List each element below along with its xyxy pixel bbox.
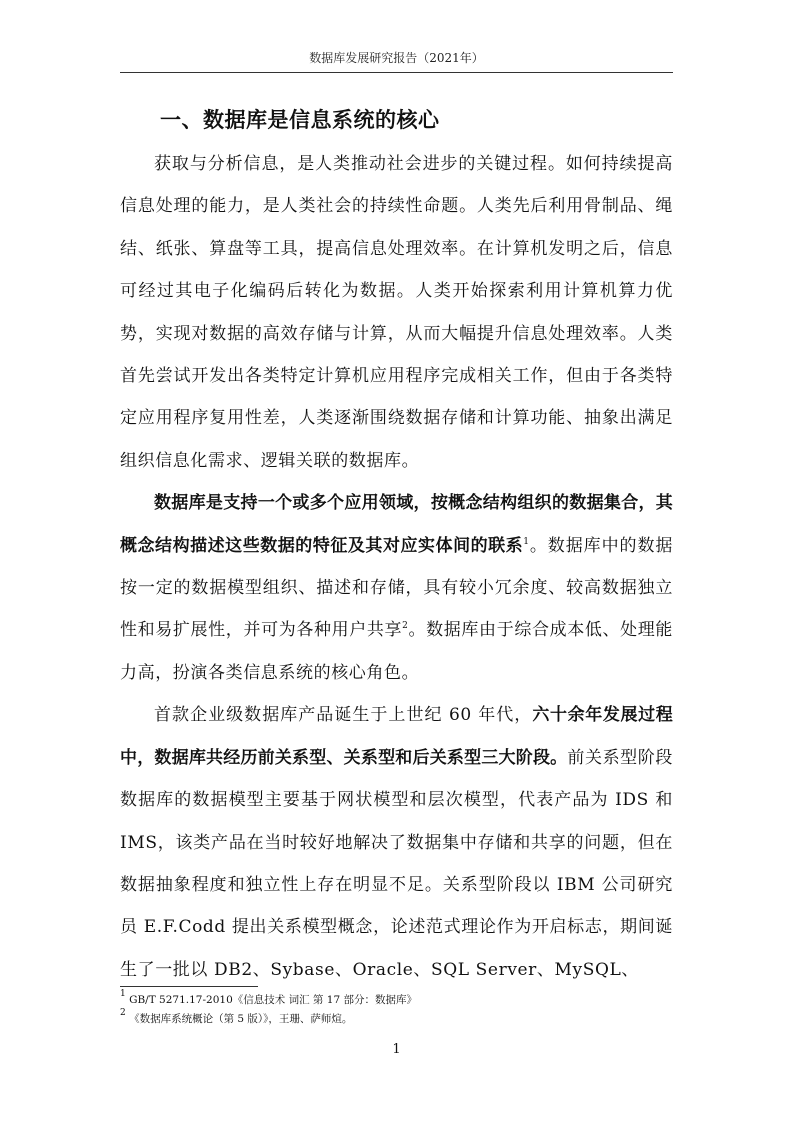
footnote-text: GB/T 5271.17-2010《信息技术 词汇 第 17 部分：数据库》	[129, 994, 417, 1006]
footnote-item	[120, 991, 673, 1010]
stages-bold: 六十余年发展过程中，数据库共经历前关系型、关系型和后关系型三大阶段。	[120, 705, 673, 768]
footnote-number: 2	[120, 1008, 126, 1018]
paragraph-2	[120, 482, 673, 694]
footnote-ref-2[interactable]: 2	[402, 621, 409, 632]
paragraph-2-middle: 。数据库中的数据按一定的数据模型组织、描述和存储，具有较小冗余度、较高数据独立性和易扩展性，并可为各种用户共享	[120, 535, 673, 641]
header-divider	[120, 72, 673, 73]
paragraph-2-end: 。数据库由于综合成本低、处理能力高，扮演各类信息系统的核心角色。	[120, 620, 673, 683]
page-number: 1	[392, 1042, 401, 1057]
paragraph-3	[120, 694, 673, 991]
paragraph-3-start: 首款企业级数据库产品诞生于上世纪 60 年代，	[154, 705, 533, 726]
footnote-number: 1	[120, 989, 126, 999]
footnotes	[120, 991, 673, 1029]
running-header: 数据库发展研究报告（2021年）	[309, 51, 484, 65]
footnote-ref-1[interactable]: 1	[523, 536, 530, 547]
definition-bold: 数据库是支持一个或多个应用领域，按概念结构组织的数据集合，其概念结构描述这些数据的特征及其对应实体间的联系	[120, 493, 673, 556]
body-text	[120, 143, 673, 991]
paragraph-1: 获取与分析信息，是人类推动社会进步的关键过程。如何持续提高信息处理的能力，是人类社会的持续性命题。人类先后利用骨制品、绳结、纸张、算盘等工具，提高信息处理效率。在计算机发明之后，信息可经过其电子化编码后转化为数据。人类开始探索利用计算机算力优势，实现对数据的高效存储与计算，从而大幅提升信息处理效率。人类首先尝试开发出各类特定计算机应用程序完成相关工作，但由于各类特定应用程序复用性差，人类逐渐围绕数据存储和计算功能、抽象出满足组织信息化需求、逻辑关联的数据库。	[120, 154, 673, 471]
footnote-item	[120, 1010, 673, 1029]
footnote-divider	[120, 986, 258, 987]
section-heading: 一、数据库是信息系统的核心	[160, 108, 440, 132]
footnote-text: 《数据库系统概论（第 5 版）》，王珊、萨师煊。	[129, 1013, 353, 1025]
paragraph-3-end: 前关系型阶段数据库的数据模型主要基于网状模型和层次模型，代表产品为 IDS 和 IMS，该类产品在当时较好地解决了数据集中存储和共享的问题，但在数据抽象程度和独立性上存在明显不足。关系型阶段以 IBM 公司研究员 E.F.Codd 提出关系模型概念，论述范式理论作为开启标志，期间诞生了一批以 DB2、Sybase、Oracle、SQL Server、MySQL、	[120, 747, 673, 980]
